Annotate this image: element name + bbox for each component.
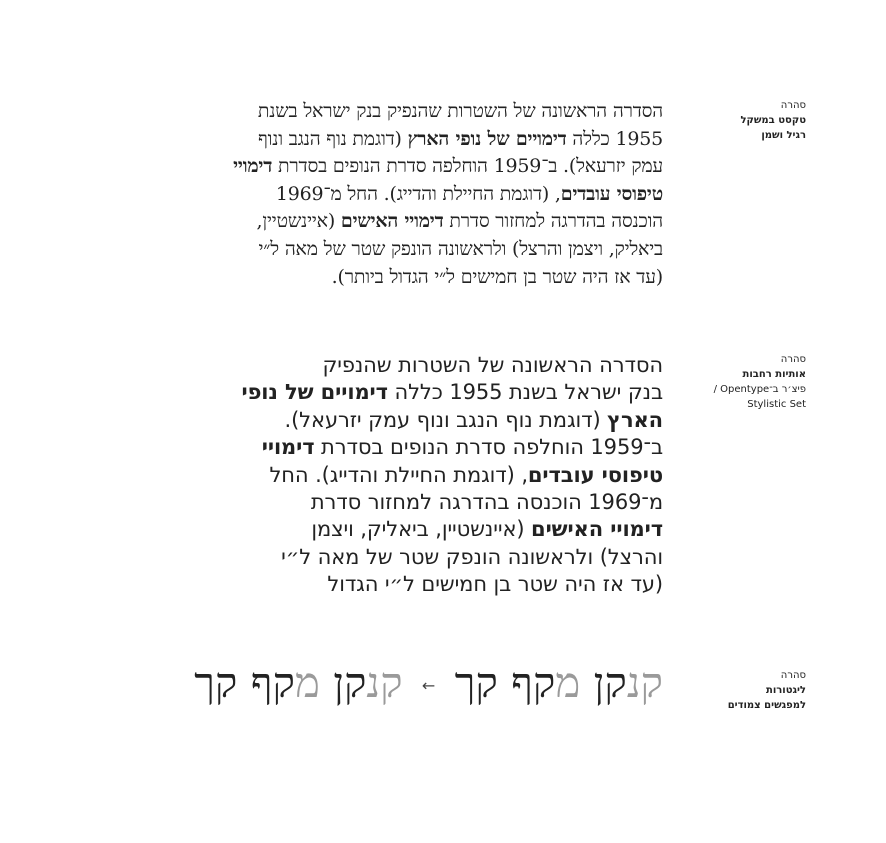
font-name: סהרה: [780, 354, 806, 365]
bold-run: דימויי: [261, 435, 315, 460]
specimen-description: ליגטורות: [766, 685, 806, 696]
bold-run: טיפוסי עובדים: [527, 462, 663, 487]
specimen-description: פיצ׳ר ב־Opentype /: [713, 384, 806, 395]
paragraph-line: [118, 208, 663, 236]
text-run: מ־1969 הוכנסה בהדרגה למחזור סדרת: [310, 490, 663, 515]
text-run: והרצל) ולראשונה הונפק שטר של מאה ל״י: [281, 544, 663, 569]
specimen-description: אותיות רחבות: [742, 369, 806, 380]
ligature-before: [455, 658, 663, 707]
ligature-glyph: [580, 658, 593, 707]
specimen-description: טקסט במשקל: [740, 115, 806, 126]
text-run: 1955 כללה: [566, 127, 663, 150]
bold-run: הארץ: [607, 407, 663, 432]
ligature-showcase: [194, 658, 663, 711]
ligature-glyph: מ: [555, 658, 581, 707]
ligature-glyph: [237, 658, 250, 707]
paragraph-line: [118, 236, 663, 264]
paragraph-line: [113, 352, 663, 379]
bold-run: דימויי: [233, 155, 273, 178]
paragraph-line: [118, 264, 663, 292]
bold-run: טיפוסי עובדים: [560, 182, 663, 205]
text-run: הסדרה הראשונה של השטרות שהנפיק בנק ישראל בשנת: [257, 100, 663, 122]
text-run: הוכנסה בהדרגה למחזור סדרת: [443, 210, 663, 233]
paragraph-line: [113, 544, 663, 571]
text-run: , (דוגמת החיילת והדייג). החל: [269, 462, 528, 487]
ligature-glyph: קן: [593, 658, 627, 707]
text-run: ביאליק, ויצמן והרצל) ולראשונה הונפק שטר של מאה ל״י: [258, 237, 663, 260]
sample-paragraph: [113, 352, 663, 599]
text-run: (דוגמת נוף הנגב ונוף: [257, 127, 408, 150]
paragraph-line: [113, 571, 663, 598]
ligature-glyph: [320, 658, 333, 707]
specimen-description: למפגשים צמודים: [727, 700, 806, 711]
text-run: (דוגמת נוף הנגב ונוף עמק יזרעאל).: [284, 407, 608, 432]
ligature-glyph: קן: [333, 658, 367, 707]
ligature-glyph: קף: [511, 658, 556, 707]
paragraph-line: [118, 153, 663, 181]
text-run: (איינשטיין, ביאליק, ויצמן: [311, 517, 532, 542]
text-run: ב־1959 הוחלפה סדרת הנופים בסדרת: [314, 435, 663, 460]
ligature-after: [194, 658, 402, 707]
paragraph-line: [113, 462, 663, 489]
paragraph-line: [118, 98, 663, 126]
text-run: , (דוגמת החיילת והדייג). החל מ־1969: [275, 182, 561, 205]
specimen-description: Stylistic Set: [747, 399, 806, 410]
paragraph-line: [113, 434, 663, 461]
text-run: בנק ישראל בשנת 1955 כללה: [387, 380, 663, 405]
font-name: סהרה: [780, 670, 806, 681]
ligature-glyph: קך: [194, 658, 238, 707]
paragraph-line: [113, 407, 663, 434]
ligature-glyph: קך: [454, 658, 498, 707]
paragraph-line: [118, 126, 663, 154]
bold-run: דימויים של נופי הארץ: [407, 127, 567, 150]
text-run: (איינשטיין,: [256, 210, 341, 233]
paragraph-line: [113, 516, 663, 543]
sample-paragraph: [118, 98, 663, 291]
specimen-label: [686, 668, 806, 713]
text-run: עמק יזרעאל). ב־1959 הוחלפה סדרת הנופים בסדרת: [272, 155, 663, 178]
bold-run: דימויים של נופי: [241, 380, 388, 405]
specimen-label: [686, 98, 806, 143]
ligature-glyph: [498, 658, 511, 707]
paragraph-line: [118, 181, 663, 209]
ligature-glyph: מ: [294, 658, 320, 707]
arrow-left-icon: ←: [421, 676, 436, 695]
ligature-glyph: קנ: [626, 658, 663, 707]
ligature-glyph: קנ: [366, 658, 403, 707]
text-run: (עד אז היה שטר בן חמישים ל״י הגדול: [327, 572, 663, 597]
paragraph-line: [113, 489, 663, 516]
paragraph-line: [113, 379, 663, 406]
specimen-description: רגיל ושמן: [761, 130, 806, 141]
text-run: הסדרה הראשונה של השטרות שהנפיק: [322, 353, 663, 377]
specimen-label: [686, 352, 806, 412]
bold-run: דימויי האישים: [531, 517, 663, 542]
ligature-glyph: קף: [250, 658, 295, 707]
font-name: סהרה: [780, 100, 806, 111]
text-run: (עד אז היה שטר בן חמישים ל״י הגדול ביותר).: [331, 265, 663, 288]
bold-run: דימויי האישים: [340, 210, 444, 233]
